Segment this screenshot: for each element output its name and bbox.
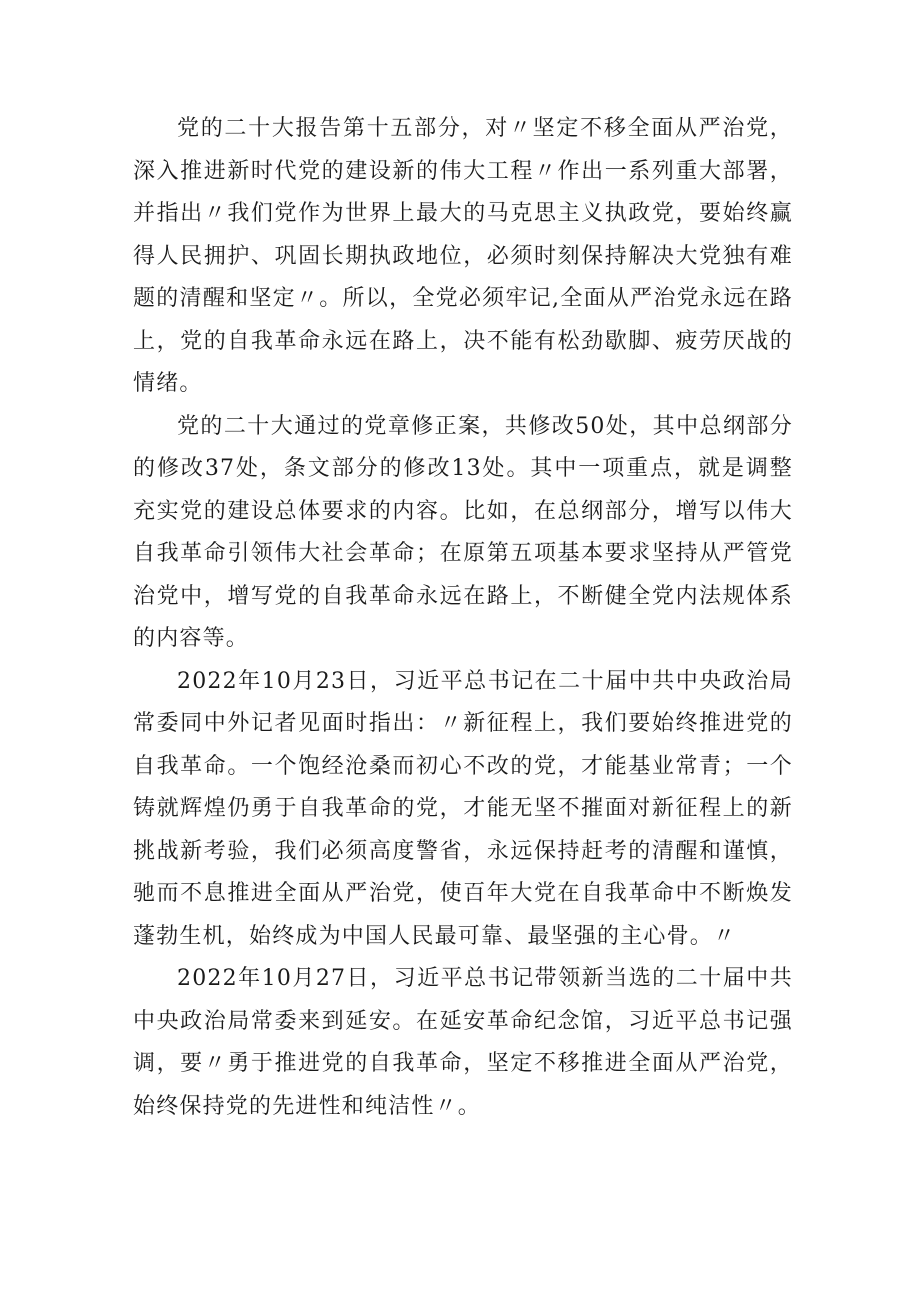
paragraph-4: 2022年10月27日，习近平总书记带领新当选的二十届中共中央政治局常委来到延安。在延安革命纪念馆，习近平总书记强调，要〃勇于推进党的自我革命，坚定不移推进全面从严治党，始终保持党的先进性和纯洁性〃。 [133, 966, 793, 1119]
paragraph-3: 2022年10月23日，习近平总书记在二十届中共中央政治局常委同中外记者见面时指出：〃新征程上，我们要始终推进党的自我革命。一个饱经沧桑而初心不改的党，才能基业常青；一个铸就辉煌仍勇于自我革命的党，才能无坚不摧面对新征程上的新挑战新考验，我们必须高度警省，永远保持赶考的清醒和谨慎，驰而不息推进全面从严治党，使百年大党在自我革命中不断焕发蓬勃生机，始终成为中国人民最可靠、最坚强的主心骨。〃 [133, 668, 793, 949]
paragraph-1: 党的二十大报告第十五部分，对〃坚定不移全面从严治党，深入推进新时代党的建设新的伟大工程〃作出一系列重大部署，并指出〃我们党作为世界上最大的马克思主义执政党，要始终赢得人民拥护、巩固长期执政地位，必须时刻保持解决大党独有难题的清醒和坚定〃。所以，全党必须牢记,全面从严治党永远在路上，党的自我革命永远在路上，决不能有松劲歇脚、疲劳厌战的情绪。 [133, 116, 793, 396]
document-page [133, 108, 793, 1128]
paragraph-2: 党的二十大通过的党章修正案，共修改50处，其中总纲部分的修改37处，条文部分的修改13处。其中一项重点，就是调整充实党的建设总体要求的内容。比如，在总纲部分，增写以伟大自我革命引领伟大社会革命；在原第五项基本要求坚持从严管党治党中，增写党的自我革命永远在路上，不断健全党内法规体系的内容等。 [133, 413, 793, 651]
